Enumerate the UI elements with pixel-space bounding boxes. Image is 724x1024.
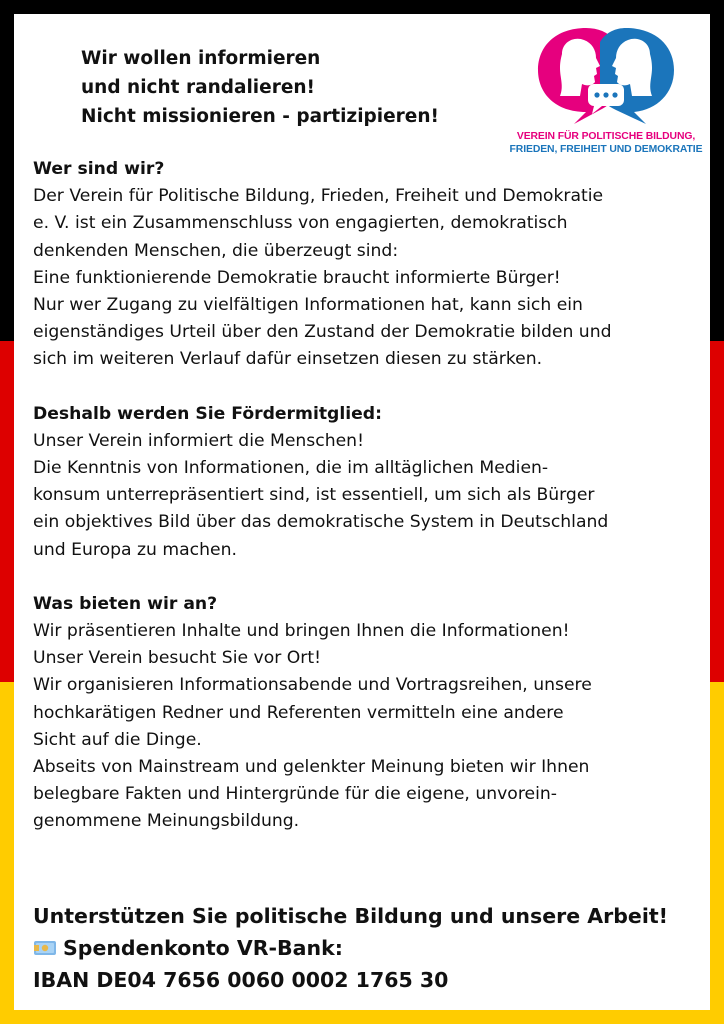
paragraph-line: Nur wer Zugang zu vielfältigen Informationen hat, kann sich ein <box>33 295 583 316</box>
slogan-line: Nicht missionieren - partizipieren! <box>81 106 439 127</box>
paragraph-line: eigenständiges Urteil über den Zustand der Demokratie bilden und <box>33 322 612 343</box>
paragraph-line: belegbare Fakten und Hintergründe für die eigene, unvorein- <box>33 784 557 805</box>
slogan-line: Wir wollen informieren <box>81 48 321 69</box>
association-logo <box>506 20 706 166</box>
bank-account-label: Spendenkonto VR-Bank: <box>63 936 343 960</box>
bank-account-line <box>33 932 668 964</box>
paragraph-line: sich im weiteren Verlauf dafür einsetzen diesen zu stärken. <box>33 349 543 370</box>
logo-text-line: FRIEDEN, FREIHEIT UND DEMOKRATIE <box>509 144 703 155</box>
paragraph-line: genommene Meinungsbildung. <box>33 811 300 832</box>
paragraph-line: Unser Verein besucht Sie vor Ort! <box>33 648 321 669</box>
paragraph-line: Wir präsentieren Inhalte und bringen Ihnen die Informationen! <box>33 621 570 642</box>
slogan <box>81 44 439 131</box>
paragraph-line: konsum unterrepräsentiert sind, ist essentiell, um sich als Bürger <box>33 485 595 506</box>
support-call: Unterstützen Sie politische Bildung und unsere Arbeit! <box>33 904 668 928</box>
donation-footer <box>33 900 668 996</box>
iban: IBAN DE04 7656 0060 0002 1765 30 <box>33 968 449 992</box>
paragraph-line: Eine funktionierende Demokratie braucht informierte Bürger! <box>33 267 561 288</box>
logo-text-line: VEREIN FÜR POLITISCHE BILDUNG, <box>516 131 696 142</box>
paragraph-line: denkenden Menschen, die überzeugt sind: <box>33 240 399 261</box>
money-bill-icon <box>33 939 57 957</box>
flyer-card <box>14 14 710 1010</box>
section-offerings <box>33 591 703 836</box>
section-membership <box>33 401 703 564</box>
paragraph-line: hochkarätigen Redner und Referenten vermitteln eine andere <box>33 702 564 723</box>
paragraph-line: ein objektives Bild über das demokratische System in Deutschland <box>33 512 609 533</box>
paragraph-line: Wir organisieren Informationsabende und Vortragsreihen, unsere <box>33 675 592 696</box>
section-who-we-are <box>33 156 703 374</box>
paragraph-line: Abseits von Mainstream und gelenkter Meinung bieten wir Ihnen <box>33 757 590 778</box>
paragraph-line: e. V. ist ein Zusammenschluss von engagierten, demokratisch <box>33 213 568 234</box>
main-content <box>33 156 703 836</box>
paragraph-line: Unser Verein informiert die Menschen! <box>33 430 364 451</box>
logo-text <box>506 130 706 156</box>
paragraph-line: Der Verein für Politische Bildung, Frieden, Freiheit und Demokratie <box>33 186 604 207</box>
paragraph-line: Sicht auf die Dinge. <box>33 729 202 750</box>
section-heading: Wer sind wir? <box>33 159 165 179</box>
paragraph-line: Die Kenntnis von Informationen, die im alltäglichen Medien- <box>33 458 549 479</box>
section-heading: Deshalb werden Sie Fördermitglied: <box>33 403 382 424</box>
slogan-line: und nicht randalieren! <box>81 77 315 98</box>
paragraph-line: und Europa zu machen. <box>33 539 237 560</box>
section-heading: Was bieten wir an? <box>33 593 218 614</box>
two-faces-logo-icon <box>534 20 678 128</box>
